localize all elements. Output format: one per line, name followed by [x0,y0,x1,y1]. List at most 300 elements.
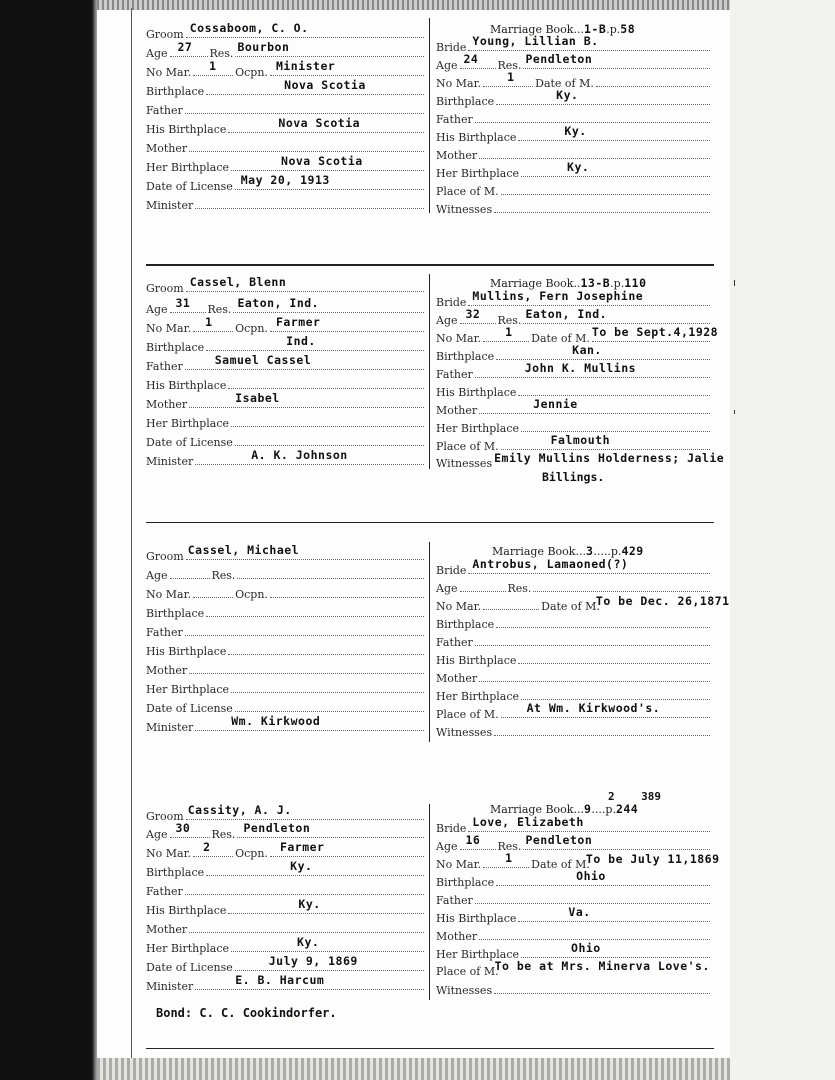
date-of-m-label: Date of M. [531,858,590,871]
column-divider [429,804,430,1000]
bride-age-line [460,307,496,324]
his-birthplace-line [228,377,424,389]
bride-his-birthplace-label: His Birthplace [436,131,517,144]
bride-no-mar-line [483,325,529,342]
bride-mother-row [436,670,712,686]
minister-row [146,197,426,213]
father-label: Father [146,360,183,373]
birthplace-line [206,334,424,351]
ocpn-line [270,59,424,76]
his-birthplace-line [228,897,424,914]
marriage-place: To be at Mrs. Minerva Love's. [494,959,710,973]
groom-line [186,21,424,38]
bride-no-mar-row [436,851,720,872]
mother-line [189,921,424,933]
no-mar-label: No Mar. [146,588,192,601]
bride-his-birthplace-row [436,905,712,926]
groom-age: 31 [175,296,191,310]
res-label: Res. [211,828,236,841]
his-birthplace-label: His Birthplace [146,123,227,136]
witnesses-row [436,724,712,740]
date-of-license-label: Date of License [146,702,233,715]
place-of-m-line [494,959,710,975]
bride-birthplace-line [496,343,710,360]
bride-father-row [436,361,712,382]
marriage-place: Falmouth [550,433,610,447]
place-of-m-line [501,701,710,718]
groom-mother-birthplace: Ky. [297,935,320,949]
mother-label: Mother [146,142,188,155]
bride-mother-line [479,147,710,159]
mother-row [146,391,426,412]
place-of-m-label: Place of M. [436,965,499,978]
date-of-license-line [235,954,424,971]
her-birthplace-label: Her Birthplace [146,161,230,174]
age-line [170,40,208,57]
page-label: p. [609,23,621,36]
father-row [146,624,426,640]
father-line [185,883,424,895]
bride-father-line [475,892,710,904]
marriage-book-label: Marriage Book [490,803,574,816]
page-number-top: 389 [641,790,661,803]
father-row [146,883,426,899]
date-of-m-line [585,852,720,868]
minister-label: Minister [146,980,194,993]
bride-birthplace: Ohio [576,869,606,883]
bride-line [468,815,710,832]
groom-line [186,803,424,820]
res-line [235,40,424,57]
bride-his-birthplace-line [518,384,710,396]
bride-age-line [460,52,496,69]
bride-res-label: Res. [497,59,522,72]
bride-name: Mullins, Fern Josephine [472,289,644,303]
age-row [146,567,426,583]
birthplace-row [146,78,426,99]
birthplace-line [206,78,424,95]
groom-line [186,275,424,292]
ocpn-line [270,315,424,332]
her-birthplace-line [231,935,424,952]
ocpn-line [270,840,424,857]
sheet-border-line [131,8,132,1058]
witnesses-continued: Billings. [542,470,605,484]
mother-line [189,662,424,674]
ocpn-label: Ocpn. [235,588,268,601]
bride-his-birthplace-label: His Birthplace [436,386,517,399]
mother-row [146,662,426,678]
bride-mother-birthplace: Ohio [571,941,601,955]
groom-label: Groom [146,810,184,823]
bride-mother-row [436,397,712,418]
witnesses-line [494,982,710,994]
minister-row [146,973,426,994]
groom-name: Cassity, A. J. [187,803,292,817]
minister-line [195,714,424,731]
scan-noise-top [97,0,730,10]
page-label: p. [605,803,616,816]
age-label: Age [146,828,168,841]
his-birthplace-label: His Birthplace [146,379,227,392]
bride-no-mar-label: No Mar. [436,77,482,90]
date-of-license-line [235,434,424,446]
ocpn-label: Ocpn. [235,322,268,335]
mother-label: Mother [146,923,188,936]
bride-name: Antrobus, Lamaoned(?) [472,557,629,571]
date-of-m-label: Date of M. [541,600,600,613]
her-birthplace-row [146,415,426,431]
place-of-m-row [436,183,712,199]
his-birthplace-row [146,643,426,659]
groom-residence: Bourbon [237,40,290,54]
marriage-place: At Wm. Kirkwood's. [526,701,661,715]
marriage-book-label: Marriage Book [490,277,574,290]
father-label: Father [146,104,183,117]
bride-line [468,34,710,51]
marriage-date: To be Dec. 26,1871 [595,594,730,608]
bride-birthplace: Ky. [556,88,579,102]
license-date: July 9, 1869 [268,954,358,968]
groom-residence: Eaton, Ind. [237,296,320,310]
bride-birthplace-label: Birthplace [436,876,495,889]
bride-label: Bride [436,822,467,835]
record-separator [146,522,714,523]
bride-father-label: Father [436,636,473,649]
bride-birthplace-line [496,616,710,628]
groom-age: 27 [177,40,193,54]
marriage-book-label: Marriage Book [492,545,576,558]
no-mar-line [193,59,233,76]
groom-name: Cassel, Michael [187,543,300,557]
bride-no-mar: 1 [505,325,513,339]
bride-mother-label: Mother [436,149,478,162]
bride-birthplace-row [436,88,712,109]
bond-note: Bond: C. C. Cookindorfer. [156,1006,337,1020]
minister-label: Minister [146,721,194,734]
father-label: Father [146,626,183,639]
scan-mark [734,410,735,414]
minister-name: Wm. Kirkwood [231,714,321,728]
bride-mother-label: Mother [436,672,478,685]
mother-line [189,140,424,152]
marriage-book-header: Marriage Book...9....p.244 [490,802,639,816]
mother-label: Mother [146,398,188,411]
marriage-date: To be Sept.4,1928 [591,325,719,339]
bride-her-birthplace-label: Her Birthplace [436,422,520,435]
no-mar-line [193,315,233,332]
groom-line [186,543,424,560]
bride-father-label: Father [436,368,473,381]
bride-her-birthplace-label: Her Birthplace [436,690,520,703]
place-of-m-label: Place of M. [436,185,499,198]
birthplace-label: Birthplace [146,607,205,620]
bride-father-line [475,634,710,646]
date-of-license-line [235,173,424,190]
minister-line [195,448,424,465]
date-of-m-line [595,594,730,610]
date-of-m-label: Date of M. [531,332,590,345]
bride-line [468,557,710,574]
bride-her-birthplace-label: Her Birthplace [436,948,520,961]
groom-residence: Pendleton [243,821,311,835]
license-date: May 20, 1913 [240,173,330,187]
age-line [170,567,210,579]
groom-birthplace: Ky. [290,859,313,873]
bride-his-birthplace-line [518,905,710,922]
groom-label: Groom [146,282,184,295]
bride-age-label: Age [436,840,458,853]
bride-father-row [436,634,712,650]
no-mar-label: No Mar. [146,66,192,79]
witnesses-row [436,201,712,217]
bride-line [468,289,710,306]
his-birthplace-row [146,116,426,137]
mother-label: Mother [146,664,188,677]
scan-mark [734,280,735,286]
record-separator [146,1048,714,1049]
his-birthplace-line [228,643,424,655]
res-line [237,821,424,838]
record-separator [146,264,714,266]
minister-row [146,448,426,469]
age-line [170,821,210,838]
groom-occupation: Farmer [279,840,325,854]
groom-father: Samuel Cassel [214,353,312,367]
bride-no-mar-line [483,598,539,610]
date-of-license-line [235,700,424,712]
bride-father-label: Father [436,894,473,907]
groom-father-birthplace: Ky. [298,897,321,911]
no-mar-label: No Mar. [146,322,192,335]
no-mar-line [193,840,233,857]
witnesses-label: Witnesses [436,984,493,997]
his-birthplace-label: His Birthplace [146,645,227,658]
place-of-m-row [436,959,712,980]
his-birthplace-row [146,377,426,393]
minister-label: Minister [146,199,194,212]
bride-his-birthplace-line [518,124,710,141]
bride-label: Bride [436,41,467,54]
age-label: Age [146,303,168,316]
bride-no-mar-line [483,851,529,868]
groom-no-mar: 1 [209,59,217,73]
marriage-date: To be July 11,1869 [585,852,720,866]
bride-label: Bride [436,564,467,577]
bride-age-line [460,580,506,592]
birthplace-label: Birthplace [146,341,205,354]
father-line [185,102,424,114]
groom-name: Cassel, Blenn [189,275,287,289]
birthplace-row [146,605,426,621]
groom-occupation: Minister [275,59,336,73]
ocpn-label: Ocpn. [235,847,268,860]
bride-residence: Eaton, Ind. [525,307,608,321]
witnesses-label: Witnesses [436,457,493,470]
bride-mother-line [479,928,710,940]
bride-name: Young, Lillian B. [472,34,599,48]
place-of-m-row [436,701,712,722]
bride-birthplace-line [496,88,710,105]
groom-name: Cossaboom, C. O. [189,21,309,35]
age-line [170,296,206,313]
page-label: p. [613,277,625,290]
page-label: p. [610,545,622,558]
witnesses-line [494,201,710,213]
bride-no-mar-label: No Mar. [436,600,482,613]
groom-mother: Isabel [235,391,280,405]
marriage-book-header: Marriage Book..13-B.p.110 [490,276,647,290]
groom-occupation: Farmer [275,315,321,329]
bride-father-birthplace: Va. [568,905,591,919]
mother-row [146,921,426,937]
minister-label: Minister [146,455,194,468]
bride-his-birthplace-label: His Birthplace [436,912,517,925]
groom-no-mar: 2 [203,840,211,854]
book-number: 3 [585,544,594,558]
witnesses-label: Witnesses [436,203,493,216]
page-number: 244 [615,802,639,816]
res-label: Res. [211,569,236,582]
date-of-m-line [596,75,710,87]
bride-father: John K. Mullins [524,361,637,375]
marriage-book-header: Marriage Book...1-B.p.58 [490,22,636,36]
bride-age-label: Age [436,582,458,595]
bride-birthplace-row [436,616,712,632]
groom-no-mar: 1 [205,315,213,329]
bride-no-mar-label: No Mar. [436,858,482,871]
bride-mother-line [479,670,710,682]
minister-line [195,973,424,990]
bride-birthplace-row [436,869,712,890]
bride-her-birthplace-line [521,688,710,700]
marriage-record-card [146,522,730,782]
birthplace-line [206,605,424,617]
bride-father-line [475,361,710,378]
bride-age-line [460,833,496,850]
her-birthplace-label: Her Birthplace [146,417,230,430]
bride-age: 16 [465,833,481,847]
no-mar-row [146,586,426,602]
bride-his-birthplace-line [518,652,710,664]
witnesses-line [494,724,710,736]
bride-mother: Jennie [533,397,578,411]
date-of-license-label: Date of License [146,180,233,193]
bride-age: 24 [463,52,479,66]
bride-no-mar-line [483,70,533,87]
groom-mother-birthplace: Nova Scotia [281,154,363,168]
bride-age: 32 [465,307,481,321]
age-label: Age [146,47,168,60]
marriage-book-label: Marriage Book [490,23,574,36]
column-divider [429,542,430,742]
bride-res-line [533,580,710,592]
minister-name: E. B. Harcum [235,973,325,987]
place-of-m-line [501,433,710,450]
book-number: 9 [583,802,592,816]
res-label: Res. [207,303,232,316]
groom-row [146,275,426,296]
age-label: Age [146,569,168,582]
father-label: Father [146,885,183,898]
bride-label: Bride [436,296,467,309]
bride-her-birthplace-line [521,420,710,432]
res-label: Res. [209,47,234,60]
his-birthplace-row [146,897,426,918]
book-number-top: 2 [608,790,615,803]
bride-res-line [523,833,710,850]
bride-age-label: Age [436,59,458,72]
witnesses-label: Witnesses [436,726,493,739]
groom-label: Groom [146,550,184,563]
res-line [237,567,424,579]
birthplace-row [146,859,426,880]
place-of-m-label: Place of M. [436,440,499,453]
bride-her-birthplace-label: Her Birthplace [436,167,520,180]
date-of-license-label: Date of License [146,436,233,449]
bride-his-birthplace-label: His Birthplace [436,654,517,667]
page-number: 110 [624,276,647,290]
page-number: 429 [621,544,644,558]
bride-row [436,557,712,578]
bride-father-line [475,111,710,123]
bride-residence: Pendleton [525,833,593,847]
bride-mother-label: Mother [436,404,478,417]
her-birthplace-line [231,154,424,171]
ocpn-line [270,586,424,598]
marriage-record-card [146,790,720,1050]
bride-res-label: Res. [497,314,522,327]
groom-birthplace: Nova Scotia [284,78,366,92]
minister-line [195,197,424,209]
marriage-book-header: Marriage Book...3.....p.429 [492,544,644,558]
bride-birthplace-label: Birthplace [436,350,495,363]
place-of-m-line [501,183,710,195]
witnesses-row [436,982,712,998]
no-mar-line [193,586,233,598]
scanner-margin-right [730,0,835,1080]
ocpn-label: Ocpn. [235,66,268,79]
birthplace-line [206,859,424,876]
res-line [233,296,424,313]
bride-mother-line [479,397,710,414]
column-divider [429,18,430,213]
scanner-margin-left [0,0,95,1080]
her-birthplace-row [146,681,426,697]
bride-age-label: Age [436,314,458,327]
father-row [146,353,426,374]
date-of-license-label: Date of License [146,961,233,974]
bride-mother-birthplace: Ky. [567,160,590,174]
groom-age: 30 [175,821,191,835]
book-number: 13-B [580,276,611,290]
bride-no-mar-row [436,594,730,614]
birthplace-label: Birthplace [146,85,205,98]
groom-row [146,543,426,564]
marriage-record-card [146,18,714,268]
bride-father-birthplace: Ky. [564,124,587,138]
bride-her-birthplace-line [521,941,710,958]
bride-name: Love, Elizabeth [472,815,584,829]
scan-noise-bottom [97,1058,730,1080]
bride-her-birthplace-line [521,160,710,177]
groom-birthplace: Ind. [286,334,316,348]
birthplace-label: Birthplace [146,866,205,879]
minister-name: A. K. Johnson [251,448,348,462]
bride-mother-label: Mother [436,930,478,943]
her-birthplace-line [231,681,424,693]
father-line [185,353,424,370]
